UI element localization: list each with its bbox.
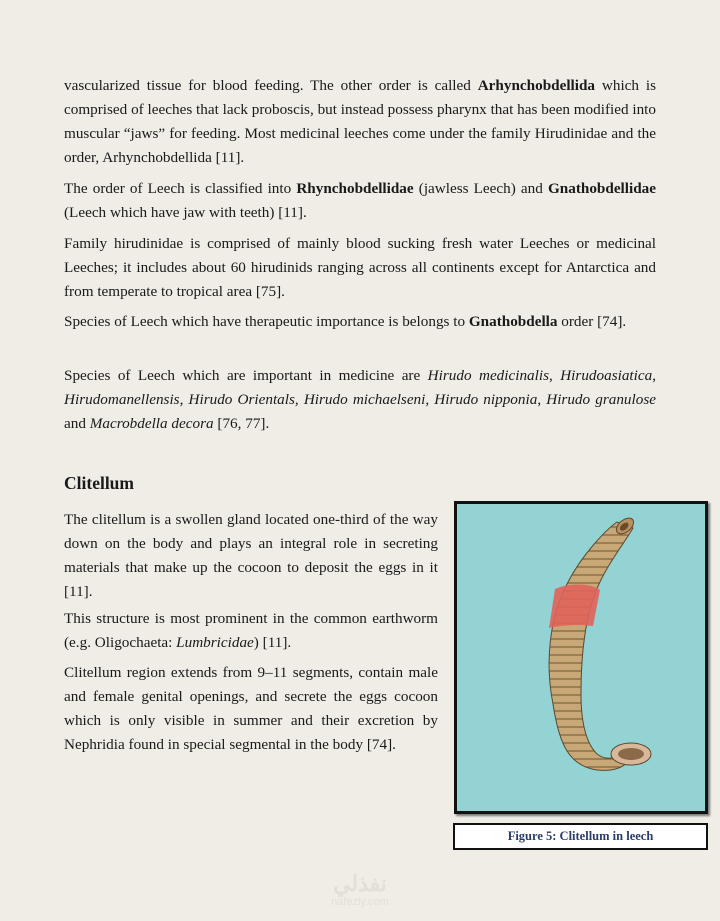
species-name: Hirudo medicinalis bbox=[427, 367, 549, 384]
species-name: Hirudo nipponia bbox=[434, 391, 538, 408]
bold-term: Gnathobdella bbox=[468, 313, 558, 330]
text: (jawless Leech) and bbox=[413, 180, 548, 197]
section-heading: Clitellum bbox=[64, 473, 134, 493]
leech-figure-image bbox=[454, 501, 708, 814]
text: Species of Leech which have therapeutic importance is belongs to bbox=[64, 313, 469, 330]
species-name: Hirudoasiatica bbox=[560, 367, 653, 384]
paragraph-classification bbox=[64, 177, 656, 225]
bold-term: Rhynchobdellidae bbox=[296, 180, 414, 197]
species-name: Hirudo granulose bbox=[546, 391, 656, 408]
text: This structure is most prominent in the common earthworm (e.g. Oligochaeta: bbox=[64, 610, 438, 651]
species-name: Hirudomanellensis bbox=[64, 391, 180, 408]
bold-term: Arhynchobdellida bbox=[477, 77, 596, 94]
watermark-logo bbox=[300, 872, 420, 908]
text: order [74]. bbox=[557, 313, 627, 330]
watermark-latin: nafezly.com bbox=[331, 896, 389, 908]
text: vascularized tissue for blood feeding. The other order is called bbox=[64, 77, 478, 94]
text: ) [11]. bbox=[253, 634, 292, 651]
taxon-name: Lumbricidae bbox=[176, 634, 254, 651]
paragraph-clitellum-definition: The clitellum is a swollen gland located one-third of the way down on the body and plays an integral role in secreting materials that make up the cocoon to deposit the eggs in it [11]. bbox=[64, 511, 438, 600]
paragraph-earthworm bbox=[64, 607, 438, 655]
text: , bbox=[549, 367, 561, 384]
bold-term: Gnathobdellidae bbox=[547, 180, 656, 197]
clitellum-band bbox=[549, 585, 600, 628]
text: , bbox=[425, 391, 435, 408]
species-name: Hirudo Orientals bbox=[188, 391, 295, 408]
leech-illustration bbox=[457, 504, 705, 811]
paragraph-orders bbox=[64, 74, 656, 170]
text: , bbox=[294, 391, 304, 408]
text: , bbox=[537, 391, 547, 408]
text: , bbox=[179, 391, 189, 408]
text: which is comprised of leeches that lack proboscis, but instead possess pharynx that has been modified into muscular “jaws” for feeding. Most medicinal leeches come under the family Hirudinidae and the order, Arhynchobdellida [11]. bbox=[64, 77, 656, 166]
watermark-arabic: نفذلي bbox=[333, 871, 387, 896]
paragraph-clitellum-region: Clitellum region extends from 9–11 segments, contain male and female genital openings, and secrete the eggs cocoon which is only visible in summer and their excretion by Nephridia found in special segmental in the body [74]. bbox=[64, 664, 438, 753]
text: (Leech which have jaw with teeth) [11]. bbox=[64, 204, 307, 221]
text: and bbox=[64, 415, 90, 432]
figure-caption: Figure 5: Clitellum in leech bbox=[453, 823, 708, 850]
paragraph-therapeutic bbox=[64, 310, 656, 334]
paragraph-family: Family hirudinidae is comprised of mainly blood sucking fresh water Leeches or medicinal Leeches; it includes about 60 hirudinids ranging across all continents except for Antarctica and from temperate to tropical area [75]. bbox=[64, 235, 656, 300]
text: , bbox=[652, 367, 656, 384]
text: The order of Leech is classified into bbox=[64, 180, 297, 197]
text: [76, 77]. bbox=[213, 415, 270, 432]
species-name: Macrobdella decora bbox=[89, 415, 214, 432]
text: Species of Leech which are important in medicine are bbox=[64, 367, 428, 384]
paragraph-species bbox=[64, 364, 656, 436]
species-name: Hirudo michaelseni bbox=[303, 391, 426, 408]
